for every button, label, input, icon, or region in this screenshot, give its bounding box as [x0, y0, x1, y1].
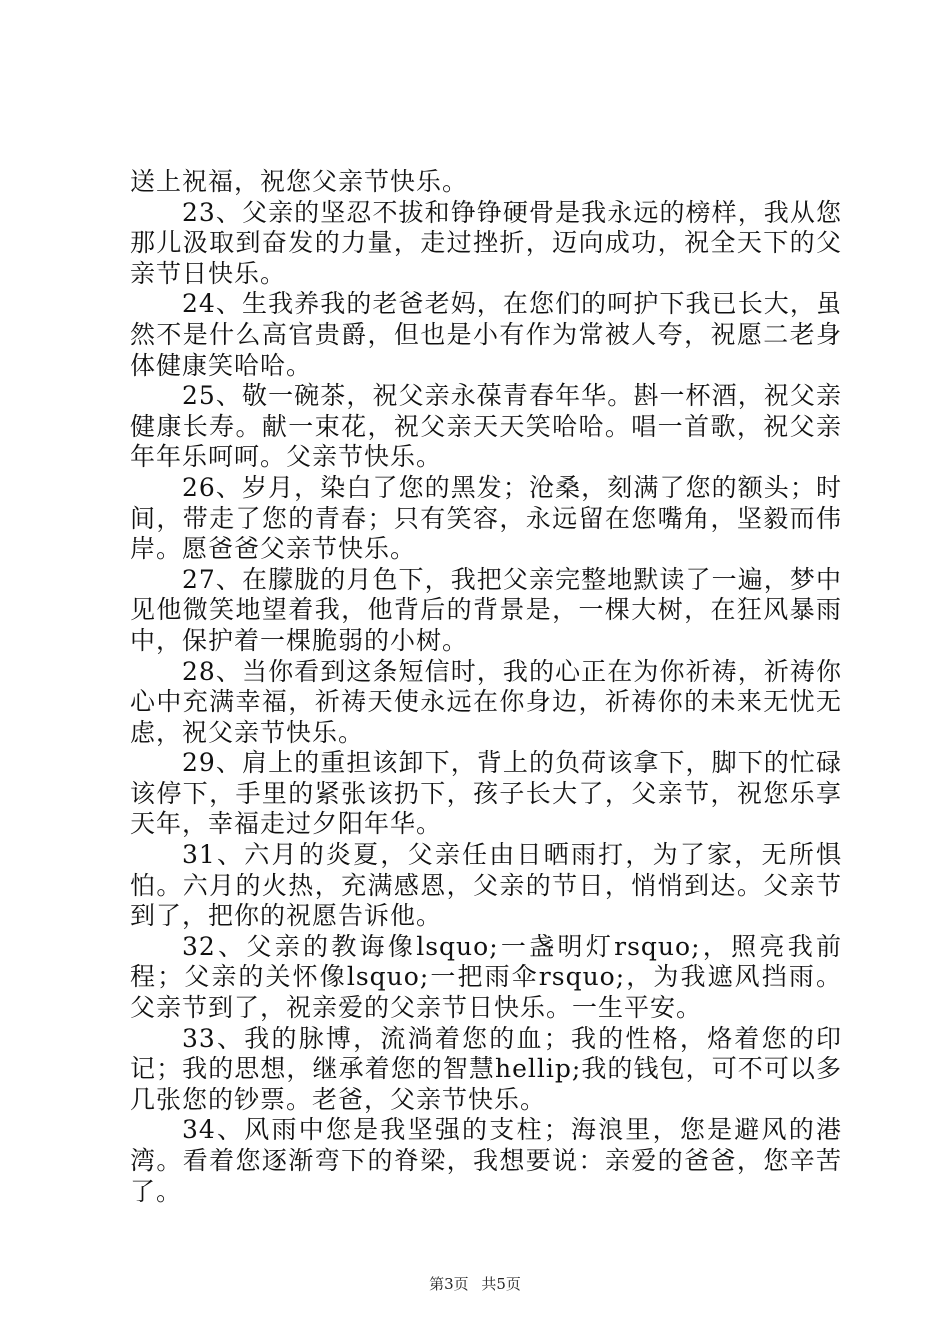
- document-body: [130, 167, 842, 1207]
- page-total: 共5页: [481, 1275, 521, 1293]
- paragraph: 送上祝福，祝您父亲节快乐。: [130, 167, 469, 196]
- paragraph: 26、岁月，染白了您的黑发；沧桑，刻满了您的额头；时间，带走了您的青春；只有笑容，永远留在您嘴角，坚毅而伟岸。愿爸爸父亲节快乐。: [130, 472, 842, 564]
- paragraph: 24、生我养我的老爸老妈，在您们的呵护下我已长大，虽然不是什么高官贵爵，但也是小有作为常被人夸，祝愿二老身体健康笑哈哈。: [130, 289, 842, 380]
- page-number: 第3页: [429, 1275, 469, 1293]
- paragraph: 31、六月的炎夏，父亲任由日晒雨打，为了家，无所惧怕。六月的火热，充满感恩，父亲的节日，悄悄到达。父亲节到了，把你的祝愿告诉他。: [130, 840, 842, 931]
- paragraph: 33、我的脉博，流淌着您的血；我的性格，烙着您的印记；我的思想，继承着您的智慧hellip;我的钱包，可不可以多几张您的钞票。老爸，父亲节快乐。: [130, 1023, 842, 1114]
- page-footer: [0, 1273, 950, 1294]
- paragraph: 34、风雨中您是我坚强的支柱；海浪里，您是避风的港湾。看着您逐渐弯下的脊梁，我想要说：亲爱的爸爸，您辛苦了。: [130, 1115, 842, 1206]
- paragraph: 28、当你看到这条短信时，我的心正在为你祈祷，祈祷你心中充满幸福，祈祷天使永远在你身边，祈祷你的未来无忧无虑，祝父亲节快乐。: [130, 656, 842, 747]
- paragraph: 32、父亲的教诲像lsquo;一盏明灯rsquo;，照亮我前程；父亲的关怀像lsquo;一把雨伞rsquo;，为我遮风挡雨。父亲节到了，祝亲爱的父亲节日快乐。一生平安。: [130, 931, 842, 1023]
- paragraph: 25、敬一碗茶，祝父亲永葆青春年华。斟一杯酒，祝父亲健康长寿。献一束花，祝父亲天天笑哈哈。唱一首歌，祝父亲年年乐呵呵。父亲节快乐。: [130, 381, 842, 472]
- paragraph: 23、父亲的坚忍不拔和铮铮硬骨是我永远的榜样，我从您那儿汲取到奋发的力量，走过挫折，迈向成功，祝全天下的父亲节日快乐。: [130, 197, 842, 288]
- paragraph: 27、在朦胧的月色下，我把父亲完整地默读了一遍，梦中见他微笑地望着我，他背后的背景是，一棵大树，在狂风暴雨中，保护着一棵脆弱的小树。: [130, 564, 842, 655]
- paragraph: 29、肩上的重担该卸下，背上的负荷该拿下，脚下的忙碌该停下，手里的紧张该扔下，孩子长大了，父亲节，祝您乐享天年，幸福走过夕阳年华。: [130, 748, 842, 839]
